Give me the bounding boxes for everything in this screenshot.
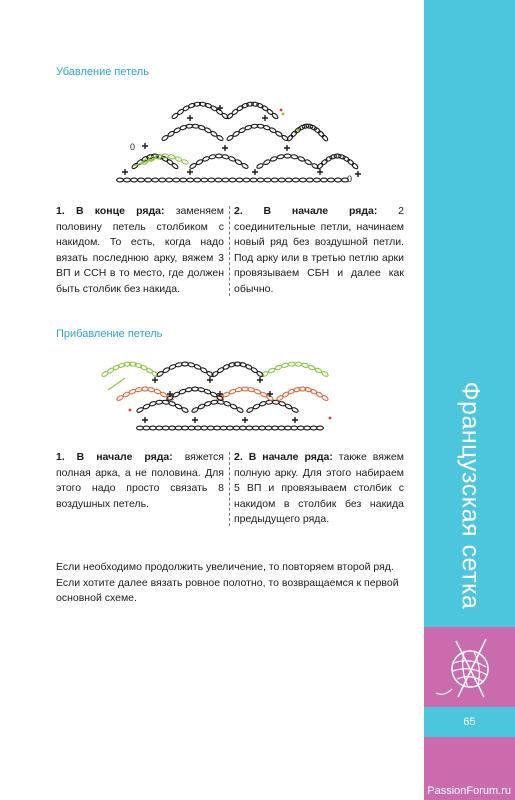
chain-stitch (263, 159, 271, 166)
single-crochet-mark (152, 377, 158, 383)
single-crochet-mark (257, 377, 263, 383)
chain-stitch (236, 178, 243, 182)
chain-stitch (180, 178, 187, 182)
chain-stitch (236, 407, 244, 414)
decrease-step-1: 1. В конце ряда: заменяем половину петель столбиком с накидом. То есть, когда надо вязать последнюю арку, вяжем 3 ВП и ССН в то место, где должен быть столбик без накида. (56, 205, 224, 295)
column-divider (229, 206, 230, 296)
single-crochet-mark (262, 115, 268, 121)
yarn-ball-icon (424, 627, 515, 707)
chain-stitch (284, 154, 291, 158)
single-crochet-mark (222, 145, 228, 151)
chain-stitch (149, 426, 156, 430)
chain-stitch (304, 426, 311, 430)
chain-stitch (171, 162, 179, 169)
column-divider (229, 452, 230, 526)
chain-stitch (222, 154, 229, 159)
chain-stitch (152, 178, 159, 182)
section-heading-decrease: Убавление петель (56, 66, 149, 78)
chain-stitch (156, 426, 163, 430)
slip-stitch-mark (329, 417, 332, 420)
increase-step-1: 1. В начале ряда: вяжется полная арка, а не половина. Для этого надо просто связать 8 воздушных петель. (56, 451, 224, 510)
chain-start-mark: 0 (347, 174, 353, 184)
slip-stitch-mark (297, 129, 300, 132)
chain-stitch (228, 156, 236, 162)
chain-stitch (351, 162, 359, 169)
single-crochet-mark (292, 417, 298, 423)
chain-stitch (124, 178, 131, 182)
yarn-ball-panel (424, 627, 515, 707)
chain-stitch (328, 178, 335, 182)
chain-stitch (301, 363, 309, 368)
chain-stitch (233, 426, 240, 430)
chain-stitch (313, 127, 321, 134)
chain-stitch (299, 178, 306, 182)
chain-stitch (274, 365, 282, 371)
chain-stitch (241, 163, 249, 170)
single-crochet-mark (122, 169, 128, 175)
chain-stitch (189, 163, 197, 170)
chain-stitch (295, 362, 302, 366)
chain-stitch (281, 363, 289, 368)
chain-stitch (173, 178, 180, 182)
chain-stitch (292, 178, 299, 182)
chain-stitch (181, 159, 189, 165)
chain-stitch (268, 367, 276, 373)
chain-start-mark: 0 (130, 142, 136, 152)
single-crochet-mark (142, 143, 148, 149)
chain-stitch (208, 178, 215, 182)
chain-stitch (271, 112, 279, 119)
chain-stitch (117, 178, 124, 182)
chain-stitch (201, 178, 208, 182)
chain-stitch (304, 159, 312, 166)
slip-stitch-mark (129, 409, 132, 412)
chain-stitch (277, 154, 284, 159)
chain-stitch (168, 154, 175, 159)
crochet-diagram-decrease (115, 88, 375, 198)
chain-stitch (261, 105, 269, 112)
chain-stitch (243, 178, 250, 182)
chain-stitch (265, 426, 272, 430)
chain-stitch (321, 395, 329, 402)
chain-stitch (313, 178, 320, 182)
chain-stitch (187, 178, 194, 182)
chain-stitch (308, 365, 316, 371)
single-crochet-mark (284, 145, 290, 151)
chain-stitch (335, 178, 342, 182)
chain-stitch (314, 367, 322, 373)
chain-stitch (257, 178, 264, 182)
chain-stitch (252, 426, 259, 430)
single-crochet-mark (217, 105, 223, 111)
side-title: Французская сетка (456, 381, 485, 609)
chain-stitch (131, 162, 139, 169)
chain-stitch (229, 178, 236, 182)
chain-stitch (166, 178, 173, 182)
chain-stitch (306, 178, 313, 182)
chain-stitch (321, 178, 328, 182)
chain-stitch (291, 426, 298, 430)
chain-stitch (194, 178, 201, 182)
single-crochet-mark (355, 171, 361, 177)
chain-stitch (188, 426, 195, 430)
crochet-diagram-increase (100, 350, 340, 440)
chain-stitch (174, 156, 182, 162)
increase-step-2: 2. В начале ряда: также вяжем полную арку. Для этого набираем 5 ВП и провязываем столбик с накидом в столбик без накида предыдущего ряда. (234, 451, 404, 525)
footer-paragraph: Если необходимо продолжить увеличение, то повторяем второй ряд. Если хотите далее вязать ровное полотно, то возвращаемся к первой основной схеме. (56, 561, 399, 604)
chain-stitch (278, 178, 285, 182)
page-number: 65 (463, 716, 476, 728)
section-heading-increase: Прибавление петель (56, 328, 163, 340)
chain-stitch (215, 178, 222, 182)
chain-stitch (216, 135, 224, 142)
chain-stitch (297, 156, 305, 162)
chain-stitch (317, 426, 324, 430)
decrease-step-2: 2. В начале ряда: 2 соединительные петли, начинаем новый ряд без воздушной петли. Под арку или в третью петлю арки провязываем СБН и далее как обычно. (234, 205, 404, 295)
chain-stitch (291, 154, 298, 159)
chain-stitch (291, 407, 299, 414)
chain-stitch (256, 163, 264, 170)
chain-stitch (227, 426, 234, 430)
chain-stitch (266, 108, 274, 115)
slip-stitch-mark (280, 109, 283, 112)
single-crochet-mark (207, 377, 213, 383)
chain-stitch (207, 426, 214, 430)
chain-stitch (137, 426, 144, 430)
chain-stitch (347, 159, 355, 166)
chain-stitch (264, 178, 271, 182)
chain-stitch (181, 407, 189, 414)
chain-stitch (162, 426, 169, 430)
double-crochet-mark (108, 378, 125, 390)
chain-stitch (297, 426, 304, 430)
single-crochet-mark (187, 115, 193, 121)
chain-stitch (288, 362, 295, 366)
chain-stitch (290, 130, 297, 138)
chain-stitch (239, 426, 246, 430)
chain-stitch (235, 159, 243, 166)
chain-stitch (216, 154, 223, 158)
chain-stitch (182, 426, 189, 430)
chain-stitch (270, 156, 278, 162)
slip-stitch-mark (282, 113, 285, 116)
chain-stitch (220, 426, 227, 430)
chain-stitch (159, 178, 166, 182)
chain-stitch (256, 370, 264, 377)
chain-stitch (209, 154, 216, 159)
chain-stitch (278, 426, 285, 430)
chain-stitch (321, 371, 329, 378)
chain-stitch (143, 426, 150, 430)
chain-stitch (138, 178, 145, 182)
chain-stitch (284, 426, 291, 430)
watermark: PassionForum.ru (427, 785, 511, 797)
single-crochet-mark (252, 169, 258, 175)
chain-stitch (316, 162, 324, 169)
single-crochet-mark (317, 169, 323, 175)
chain-stitch (246, 426, 253, 430)
chain-stitch (226, 112, 234, 119)
single-crochet-mark (192, 417, 198, 423)
chain-stitch (321, 134, 328, 142)
chain-stitch (194, 426, 201, 430)
chain-stitch (131, 178, 138, 182)
chain-stitch (201, 426, 208, 430)
chain-stitch (169, 426, 176, 430)
chain-stitch (250, 178, 257, 182)
chain-stitch (317, 130, 324, 138)
single-crochet-mark (187, 169, 193, 175)
chain-stitch (285, 178, 292, 182)
chain-stitch (271, 178, 278, 182)
chain-stitch (222, 178, 229, 182)
single-crochet-mark (142, 417, 148, 423)
double-crochet-mark (133, 158, 157, 166)
chain-stitch (286, 134, 293, 142)
chain-stitch (145, 178, 152, 182)
chain-stitch (310, 426, 317, 430)
chain-stitch (175, 426, 182, 430)
chain-stitch (321, 159, 329, 166)
chain-stitch (214, 426, 221, 430)
single-crochet-mark (242, 417, 248, 423)
chain-stitch (166, 159, 174, 166)
chain-stitch (272, 426, 279, 430)
chain-stitch (259, 426, 266, 430)
chain-stitch (231, 108, 239, 115)
